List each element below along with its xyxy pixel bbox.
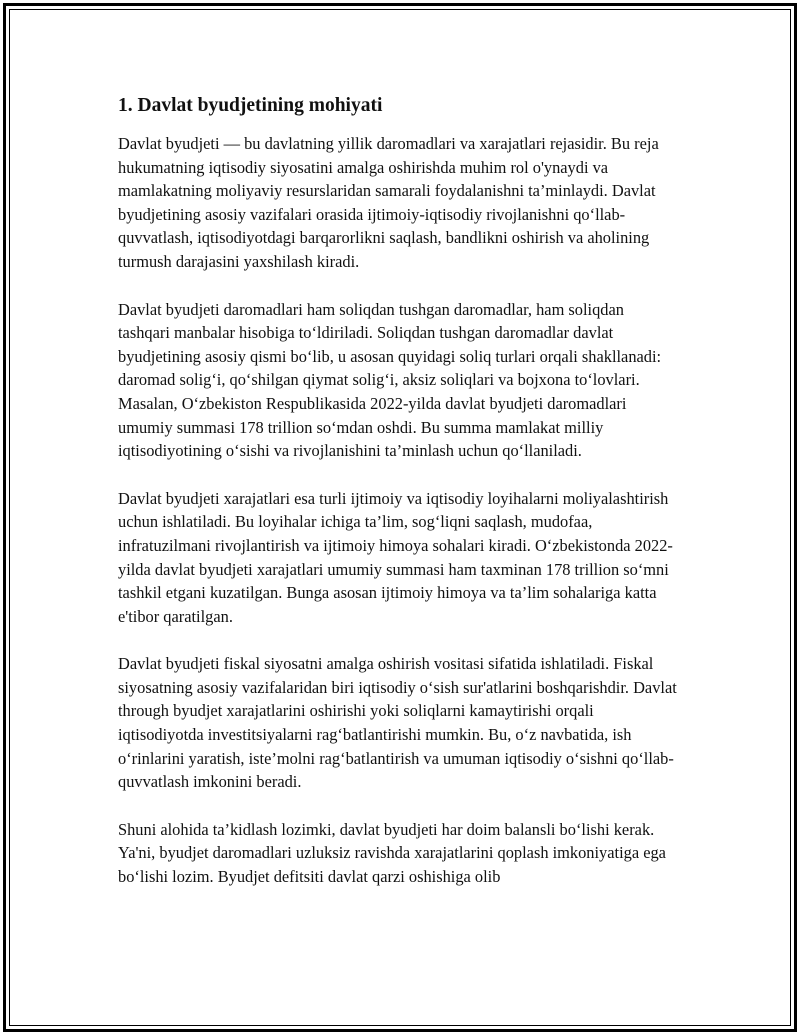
paragraph-1: Davlat byudjeti — bu davlatning yillik daromadlari va xarajatlari rejasidir. Bu reja hukumatning iqtisodiy siyosatini amalga oshirishda muhim rol o'ynaydi va mamlakatning moliyaviy resurslaridan samarali foydalanishni ta’minlaydi. Davlat byudjetining asosiy vazifalari orasida ijtimoiy-iqtisodiy rivojlanishni qo‘llab-quvvatlash, iqtisodiyotdagi barqarorlikni saqlash, bandlikni oshirish va aholining turmush darajasini yaxshilash kiradi. — [118, 134, 659, 271]
paragraph-4: Davlat byudjeti fiskal siyosatni amalga oshirish vositasi sifatida ishlatiladi. Fiskal siyosatning asosiy vazifalaridan biri iqtisodiy o‘sish sur'atlarini boshqarishdir. Davlat through byudjet xarajatlarini oshirishi yoki soliqlarni kamaytirishi orqali iqtisodiyotda investitsiyalarni rag‘batlantirishi mumkin. Bu, o‘z navbatida, ish o‘rinlarini yaratish, iste’molni rag‘batlantirish va umuman iqtisodiy o‘sishni qo‘llab-quvvatlash imkonini beradi. — [118, 654, 677, 792]
paragraph-5: Shuni alohida ta’kidlash lozimki, davlat byudjeti har doim balansli bo‘lishi kerak. Ya'ni, byudjet daromadlari uzluksiz ravishda xarajatlarini qoplash imkoniyatiga ega bo‘lishi lozim. Byudjet defitsiti davlat qarzi oshishiga olib — [118, 819, 666, 887]
paragraph-3: Davlat byudjeti xarajatlari esa turli ijtimoiy va iqtisodiy loyihalarni moliyalashtirish uchun ishlatiladi. Bu loyihalar ichiga ta’lim, sog‘liqni saqlash, mudofaa, infratuzilmani rivojlantirish va ijtimoiy himoya sohalari kiradi. O‘zbekistonda 2022-yilda davlat byudjeti xarajatlari umumiy summasi ham taxminan 178 trillion so‘mni tashkil etgani kuzatilgan. Bunga asosan ijtimoiy himoya va ta’lim sohalariga katta e'tibor qaratilgan. — [118, 488, 673, 626]
paragraph-2: Davlat byudjeti daromadlari ham soliqdan tushgan daromadlar, ham soliqdan tashqari manbalar hisobiga to‘ldiriladi. Soliqdan tushgan daromadlar davlat byudjetining asosiy qismi bo‘lib, u asosan quyidagi soliq turlari orqali shakllanadi: daromad solig‘i, qo‘shilgan qiymat solig‘i, aksiz soliqlari va bojxona to‘lovlari. Masalan, O‘zbekiston Respublikasida 2022-yilda davlat byudjeti daromadlari umumiy summasi 178 trillion so‘mdan oshdi. Bu summa mamlakat milliy iqtisodiyotining o‘sishi va rivojlanishini ta’minlash uchun qo‘llaniladi. — [118, 299, 662, 461]
document-body — [118, 92, 678, 913]
section-heading: 1. Davlat byudjetining mohiyati — [118, 95, 383, 116]
